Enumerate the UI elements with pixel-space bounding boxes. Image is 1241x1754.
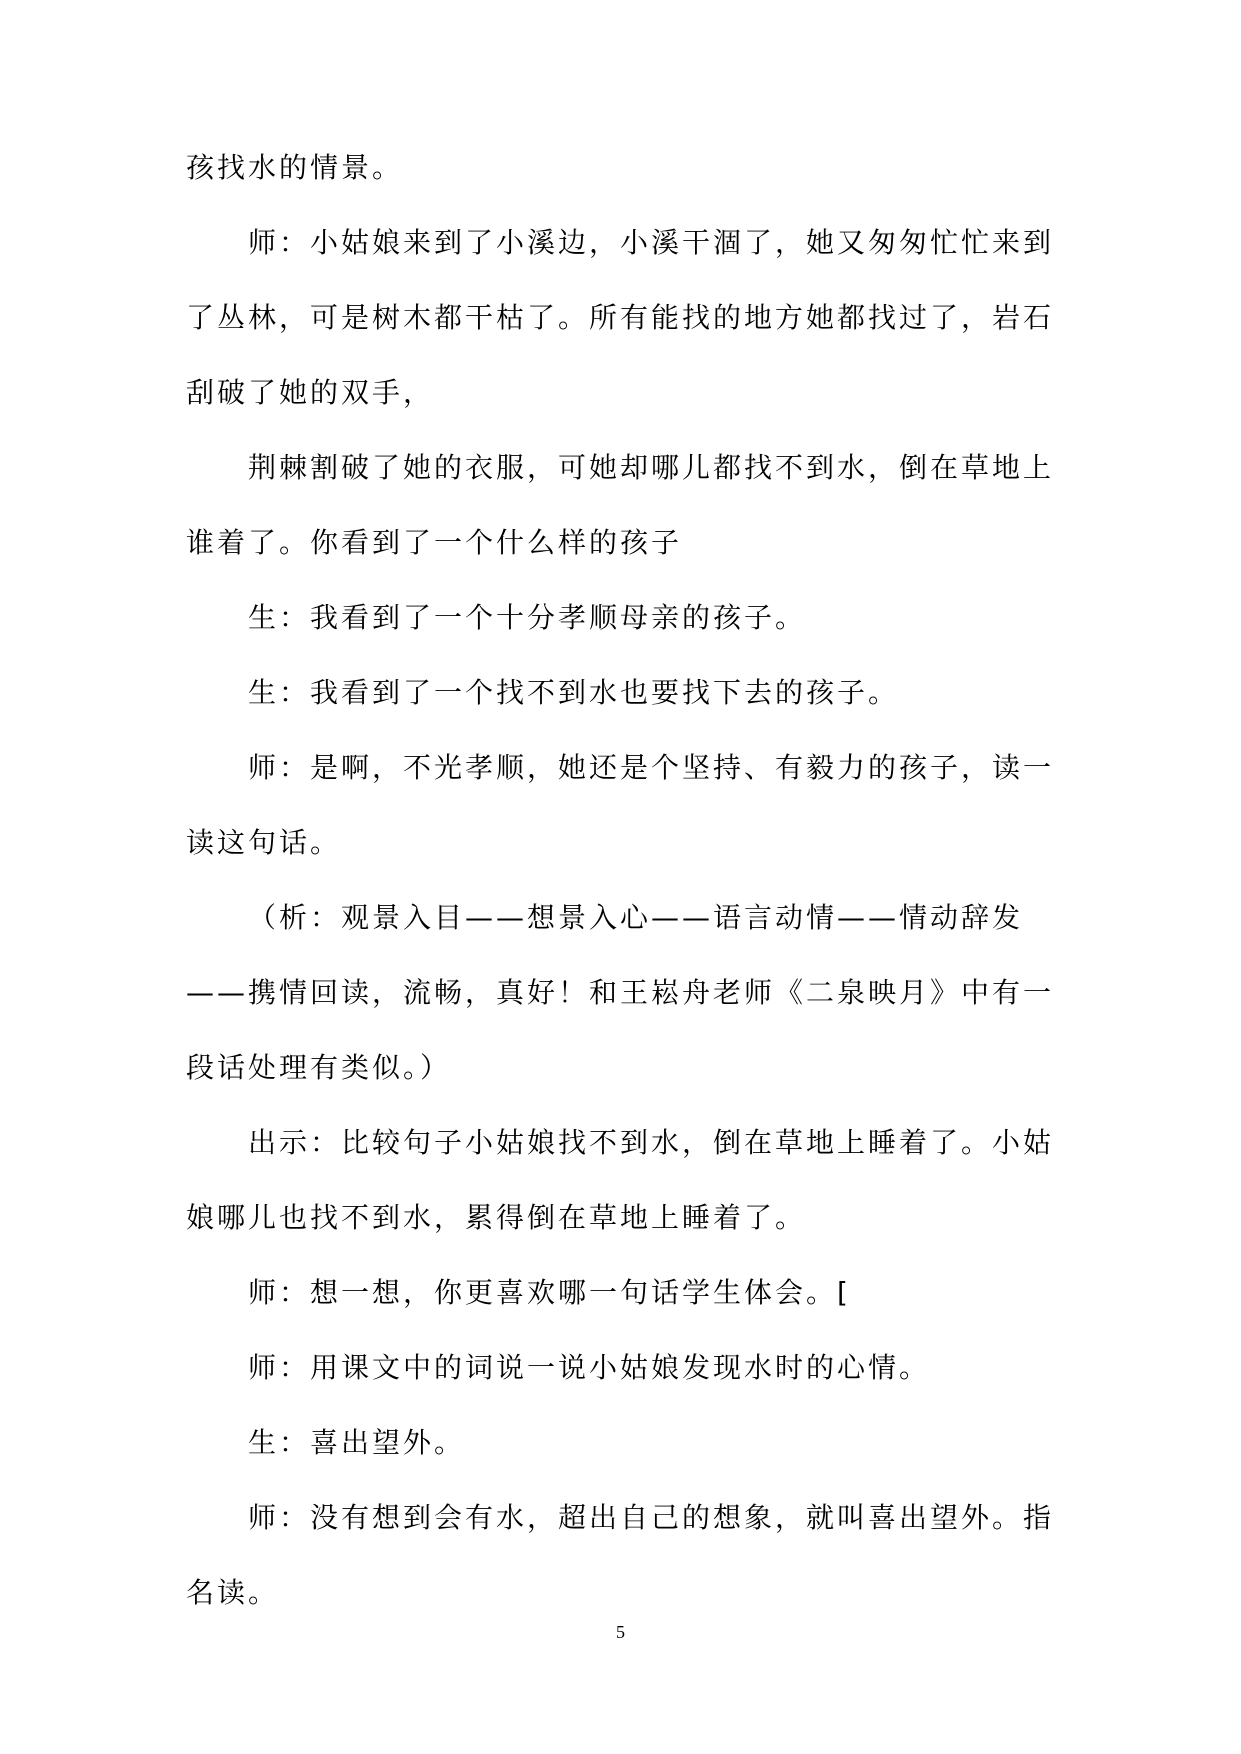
paragraph-3: 荆棘割破了她的衣服，可她却哪儿都找不到水，倒在草地上谁着了。你看到了一个什么样的孩子 [186, 451, 1055, 559]
paragraph-12: 师：没有想到会有水，超出自己的想象，就叫喜出望外。指名读。 [186, 1501, 1055, 1609]
paragraph-9: 师：想一想，你更喜欢哪一句话学生体会。[ [248, 1276, 851, 1309]
paragraph-1: 孩找水的情景。 [186, 151, 404, 184]
paragraph-2: 师：小姑娘来到了小溪边，小溪干涸了，她又匆匆忙忙来到了丛林，可是树木都干枯了。所有能找的地方她都找过了，岩石刮破了她的双手， [186, 226, 1055, 409]
paragraph-11: 生：喜出望外。 [248, 1426, 466, 1459]
paragraph-8: 出示：比较句子小姑娘找不到水，倒在草地上睡着了。小姑娘哪儿也找不到水，累得倒在草地上睡着了。 [186, 1126, 1055, 1234]
page-number: 5 [616, 1622, 625, 1642]
paragraph-6: 师：是啊，不光孝顺，她还是个坚持、有毅力的孩子，读一读这句话。 [186, 751, 1055, 859]
paragraph-7: （析：观景入目——想景入心——语言动情——情动辞发——携情回读，流畅，真好！和王崧舟老师《二泉映月》中有一段话处理有类似。） [186, 901, 1055, 1084]
paragraph-10: 师：用课文中的词说一说小姑娘发现水时的心情。 [248, 1351, 931, 1384]
paragraph-4: 生：我看到了一个十分孝顺母亲的孩子。 [248, 601, 807, 634]
paragraph-5: 生：我看到了一个找不到水也要找下去的孩子。 [248, 676, 900, 709]
